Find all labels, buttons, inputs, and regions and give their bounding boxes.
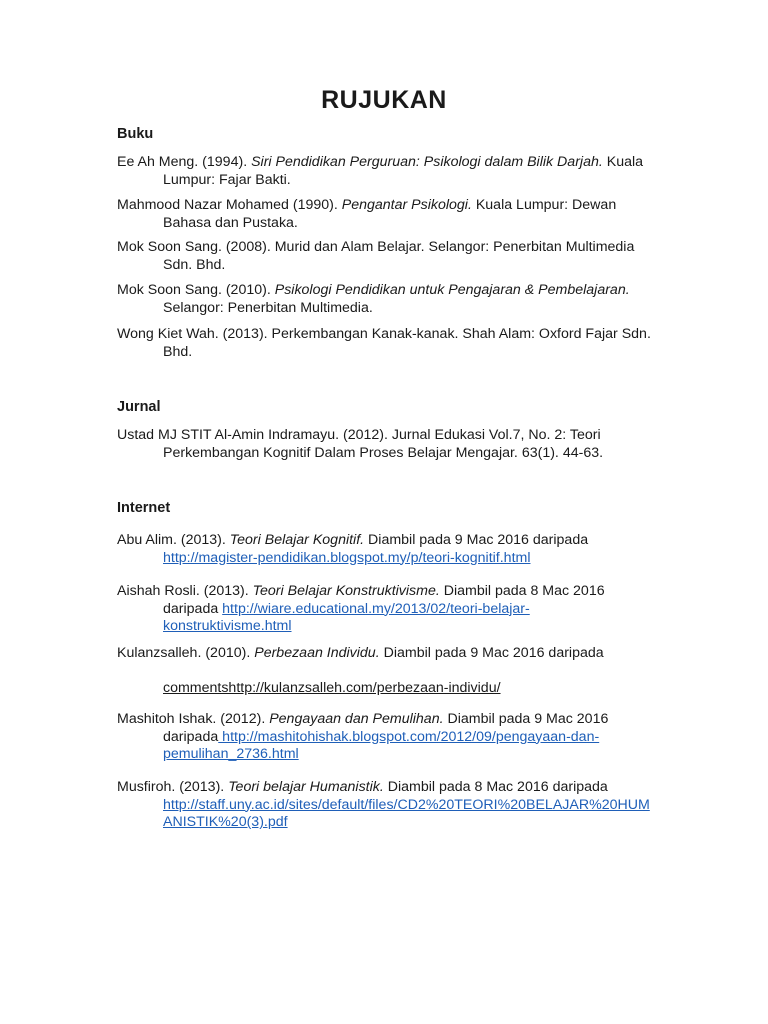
reference-author: Musfiroh. (2013). bbox=[117, 779, 229, 795]
page-title: RUJUKAN bbox=[321, 86, 447, 114]
reference-text: Mok Soon Sang. (2008). Murid dan Alam Belajar. Selangor: Penerbitan Multimedia bbox=[117, 239, 635, 255]
reference-entry bbox=[117, 583, 662, 636]
reference-title: Psikologi Pendidikan untuk Pengajaran & Pembelajaran. bbox=[274, 282, 630, 298]
reference-continuation: Bhd. bbox=[163, 343, 193, 360]
reference-link[interactable]: http://magister-pendidikan.blogspot.my/p/teori-kognitif.html bbox=[163, 549, 531, 566]
reference-continuation: Perkembangan Kognitif Dalam Proses Belajar Mengajar. 63(1). 44-63. bbox=[163, 444, 604, 461]
reference-continuation: Sdn. Bhd. bbox=[163, 256, 226, 273]
reference-text: Ustad MJ STIT Al-Amin Indramayu. (2012). Jurnal Edukasi Vol.7, No. 2: Teori bbox=[117, 427, 601, 443]
reference-link-continuation[interactable]: konstruktivisme.html bbox=[163, 618, 292, 634]
reference-author: Mahmood Nazar Mohamed (1990). bbox=[117, 197, 342, 213]
reference-link-continuation[interactable]: pemulihan_2736.html bbox=[163, 746, 299, 762]
reference-entry bbox=[117, 197, 662, 232]
reference-link[interactable]: http://mashitohishak.blogspot.com/2012/09/pengayaan-dan- bbox=[218, 728, 600, 745]
reference-retrieved: Diambil pada 9 Mac 2016 bbox=[443, 711, 609, 727]
reference-title: Teori Belajar Kognitif. bbox=[229, 532, 365, 548]
reference-continuation: Selangor: Penerbitan Multimedia. bbox=[163, 299, 373, 316]
reference-title: Pengayaan dan Pemulihan. bbox=[269, 711, 444, 727]
reference-retrieved: Diambil pada 8 Mac 2016 daripada bbox=[383, 779, 608, 795]
reference-retrieved: Diambil pada 9 Mac 2016 daripada bbox=[379, 645, 604, 661]
section-heading-internet: Internet bbox=[117, 500, 171, 516]
reference-entry bbox=[117, 282, 662, 317]
reference-entry bbox=[117, 427, 662, 462]
reference-entry bbox=[117, 154, 662, 189]
reference-link[interactable]: commentshttp://kulanzsalleh.com/perbezaan-individu/ bbox=[163, 679, 501, 696]
reference-entry bbox=[117, 645, 662, 697]
reference-entry bbox=[117, 779, 662, 832]
reference-publisher: Kuala bbox=[602, 154, 644, 170]
reference-entry bbox=[117, 711, 662, 764]
reference-retrieved: daripada bbox=[163, 600, 223, 617]
reference-title: Perbezaan Individu. bbox=[254, 645, 380, 661]
reference-author: Aishah Rosli. (2013). bbox=[117, 583, 253, 599]
reference-retrieved: Diambil pada 8 Mac 2016 bbox=[439, 583, 605, 599]
reference-link-continuation[interactable]: ANISTIK%20(3).pdf bbox=[163, 814, 288, 830]
reference-author: Abu Alim. (2013). bbox=[117, 532, 230, 548]
reference-publisher: Kuala Lumpur: Dewan bbox=[471, 197, 617, 213]
reference-entry bbox=[117, 532, 662, 567]
reference-author: Kulanzsalleh. (2010). bbox=[117, 645, 255, 661]
section-heading-buku: Buku bbox=[117, 126, 154, 142]
reference-link[interactable]: http://staff.uny.ac.id/sites/default/files/CD2%20TEORI%20BELAJAR%20HUM bbox=[163, 796, 650, 813]
reference-title: Teori Belajar Konstruktivisme. bbox=[252, 583, 440, 599]
reference-title: Teori belajar Humanistik. bbox=[228, 779, 384, 795]
reference-title: Pengantar Psikologi. bbox=[341, 197, 472, 213]
reference-text: Wong Kiet Wah. (2013). Perkembangan Kanak-kanak. Shah Alam: Oxford Fajar Sdn. bbox=[117, 326, 651, 342]
reference-continuation: Lumpur: Fajar Bakti. bbox=[163, 171, 291, 188]
reference-continuation: Bahasa dan Pustaka. bbox=[163, 214, 298, 231]
section-heading-jurnal: Jurnal bbox=[117, 399, 161, 415]
reference-author: Ee Ah Meng. (1994). bbox=[117, 154, 252, 170]
reference-entry bbox=[117, 239, 662, 274]
reference-author: Mok Soon Sang. (2010). bbox=[117, 282, 275, 298]
reference-retrieved: Diambil pada 9 Mac 2016 daripada bbox=[364, 532, 589, 548]
reference-title: Siri Pendidikan Perguruan: Psikologi dalam Bilik Darjah. bbox=[251, 154, 603, 170]
reference-author: Mashitoh Ishak. (2012). bbox=[117, 711, 270, 727]
reference-link[interactable]: http://wiare.educational.my/2013/02/teori-belajar- bbox=[222, 600, 530, 617]
reference-retrieved: daripada bbox=[163, 728, 219, 745]
reference-entry bbox=[117, 326, 662, 361]
